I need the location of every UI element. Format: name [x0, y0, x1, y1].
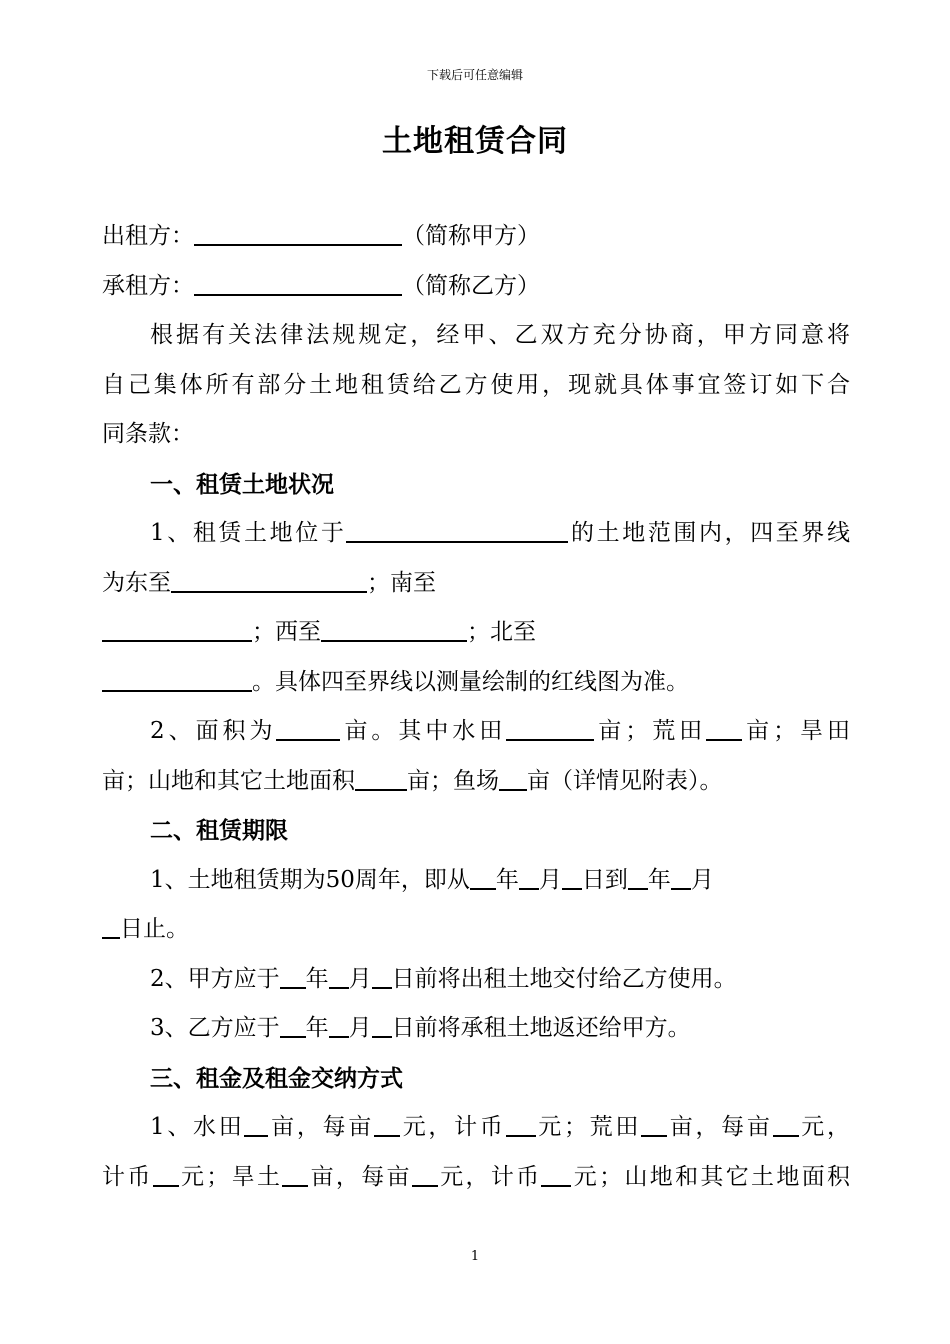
mountain-area-blank[interactable] — [355, 763, 407, 791]
s1-item2-text: 2、面积为 — [150, 718, 277, 744]
waste-total-blank[interactable] — [153, 1159, 179, 1187]
waste-area-blank[interactable] — [706, 713, 742, 741]
contract-body — [102, 212, 850, 1202]
s1-item2-text: 亩；旱田 — [742, 718, 851, 744]
east-boundary-blank[interactable] — [171, 565, 367, 593]
s3-item1-text: 元；荒田 — [535, 1114, 642, 1140]
s1-item1-line2 — [102, 559, 850, 609]
paddy-price-blank[interactable] — [374, 1109, 400, 1137]
s2-item2-text: 2、甲方应于 — [150, 965, 280, 992]
return-month-blank[interactable] — [329, 1010, 349, 1038]
page-number: 1 — [470, 1249, 480, 1264]
start-day-blank[interactable] — [562, 862, 582, 890]
s2-item1-line1 — [102, 856, 850, 906]
s1-item1-text: 的土地范围内，四至界线 — [568, 520, 850, 546]
s2-item1-text: 年 — [495, 866, 519, 893]
end-year-blank[interactable] — [628, 862, 648, 890]
section2-heading: 二、租赁期限 — [150, 817, 288, 844]
delivery-year-blank[interactable] — [280, 961, 306, 989]
lessor-label: 出租方： — [102, 223, 194, 249]
s3-item1-text: 元，计币 — [437, 1163, 542, 1190]
return-day-blank[interactable] — [372, 1010, 392, 1038]
waste-price-blank[interactable] — [773, 1109, 799, 1137]
s3-item1-text: 亩，每亩 — [667, 1114, 773, 1140]
s1-item2-text: 亩；山地和其它土地面积 — [102, 767, 355, 794]
lessee-note: （简称乙方） — [402, 272, 540, 299]
lessor-blank[interactable] — [194, 218, 402, 246]
location-blank[interactable] — [346, 515, 568, 543]
dry-total-blank[interactable] — [541, 1159, 571, 1187]
s1-item2-text: 亩（详情见附表）。 — [527, 767, 723, 794]
s2-item1-text: 日止。 — [120, 916, 189, 942]
s2-item1-text: 月 — [538, 866, 562, 893]
s2-item1-text: 月 — [690, 866, 714, 893]
s1-item1-line1 — [102, 509, 850, 559]
paddy-total-blank[interactable] — [506, 1109, 536, 1137]
delivery-day-blank[interactable] — [372, 961, 392, 989]
s3-item1-text: 元，计币 — [400, 1114, 506, 1140]
s2-item3-text: 3、乙方应于 — [150, 1015, 280, 1041]
s1-item1-text: 1、租赁土地位于 — [150, 520, 347, 546]
fishery-area-blank[interactable] — [499, 763, 527, 791]
intro-line-3: 同条款： — [102, 421, 194, 447]
s2-item3-text: 月 — [348, 1015, 372, 1041]
start-year-blank[interactable] — [470, 862, 496, 890]
s2-item3-text: 日前将承租土地返还给甲方。 — [391, 1015, 691, 1041]
intro-line-2: 自己集体所有部分土地租赁给乙方使用，现就具体事宜签订如下合 — [102, 371, 850, 398]
dry-price-blank[interactable] — [412, 1159, 438, 1187]
s2-item2-text: 日前将出租土地交付给乙方使用。 — [391, 965, 737, 992]
s1-item1-line4 — [102, 658, 850, 708]
lessor-note: （简称甲方） — [402, 223, 540, 249]
s3-item1-text: 计币 — [102, 1163, 153, 1190]
s2-item1-text: 1、土地租赁期为50周年，即从 — [150, 866, 470, 893]
s2-item1-text: 年 — [647, 866, 671, 893]
dry-mu-blank[interactable] — [282, 1159, 308, 1187]
s3-item1-line1 — [102, 1103, 850, 1153]
s1-item2-line2 — [102, 757, 850, 807]
area-blank[interactable] — [276, 713, 340, 741]
s3-item1-text: 1、水田 — [150, 1114, 245, 1140]
s2-item1-line2 — [102, 905, 850, 955]
s1-item1-line3 — [102, 608, 850, 658]
lessee-line — [102, 262, 850, 312]
s3-item1-text: 元， — [798, 1114, 851, 1140]
north-boundary-blank[interactable] — [102, 664, 252, 692]
s3-item1-text: 亩，每亩 — [308, 1163, 412, 1190]
delivery-month-blank[interactable] — [329, 961, 349, 989]
s2-item2-text: 月 — [348, 965, 372, 992]
s1-item2-text: 亩；鱼场 — [407, 767, 499, 794]
s1-item2-text: 亩；荒田 — [594, 718, 707, 744]
s1-item1-text: ；西至 — [252, 619, 321, 645]
section3-heading: 三、租金及租金交纳方式 — [150, 1064, 403, 1092]
lessee-blank[interactable] — [194, 268, 402, 296]
end-day-blank[interactable] — [102, 911, 120, 939]
s1-item2-text: 亩。其中水田 — [340, 718, 507, 744]
s2-item3-text: 年 — [305, 1015, 329, 1041]
return-year-blank[interactable] — [280, 1010, 306, 1038]
start-month-blank[interactable] — [519, 862, 539, 890]
s2-item3 — [102, 1004, 850, 1054]
lessee-label: 承租方： — [102, 272, 194, 299]
end-month-blank[interactable] — [671, 862, 691, 890]
s3-item1-text: 元；山地和其它土地面积 — [571, 1163, 851, 1190]
intro-line-1: 根据有关法律法规规定，经甲、乙双方充分协商，甲方同意将 — [150, 322, 850, 348]
s3-item1-text: 亩，每亩 — [268, 1114, 374, 1140]
section1-heading: 一、租赁土地状况 — [150, 470, 334, 498]
s1-item1-text: ；南至 — [367, 569, 436, 596]
s1-item2-line1 — [102, 707, 850, 757]
waste-mu-blank[interactable] — [641, 1109, 667, 1137]
s3-item1-text: 元；旱土 — [178, 1163, 283, 1190]
paddy-area-blank[interactable] — [506, 713, 594, 741]
s1-item1-text: 。具体四至界线以测量绘制的红线图为准。 — [252, 668, 689, 695]
s1-item1-text: 为东至 — [102, 569, 171, 596]
s3-item1-line2 — [102, 1153, 850, 1203]
south-boundary-blank[interactable] — [102, 614, 252, 642]
s2-item1-text: 日到 — [581, 866, 628, 893]
document-title: 土地租赁合同 — [382, 124, 568, 159]
header-note: 下载后可任意编辑 — [426, 68, 523, 82]
paddy-mu-blank[interactable] — [244, 1109, 268, 1137]
s2-item2 — [102, 955, 850, 1005]
west-boundary-blank[interactable] — [321, 614, 467, 642]
s1-item1-text: ；北至 — [467, 619, 536, 645]
s2-item2-text: 年 — [305, 965, 329, 992]
lessor-line — [102, 212, 850, 262]
